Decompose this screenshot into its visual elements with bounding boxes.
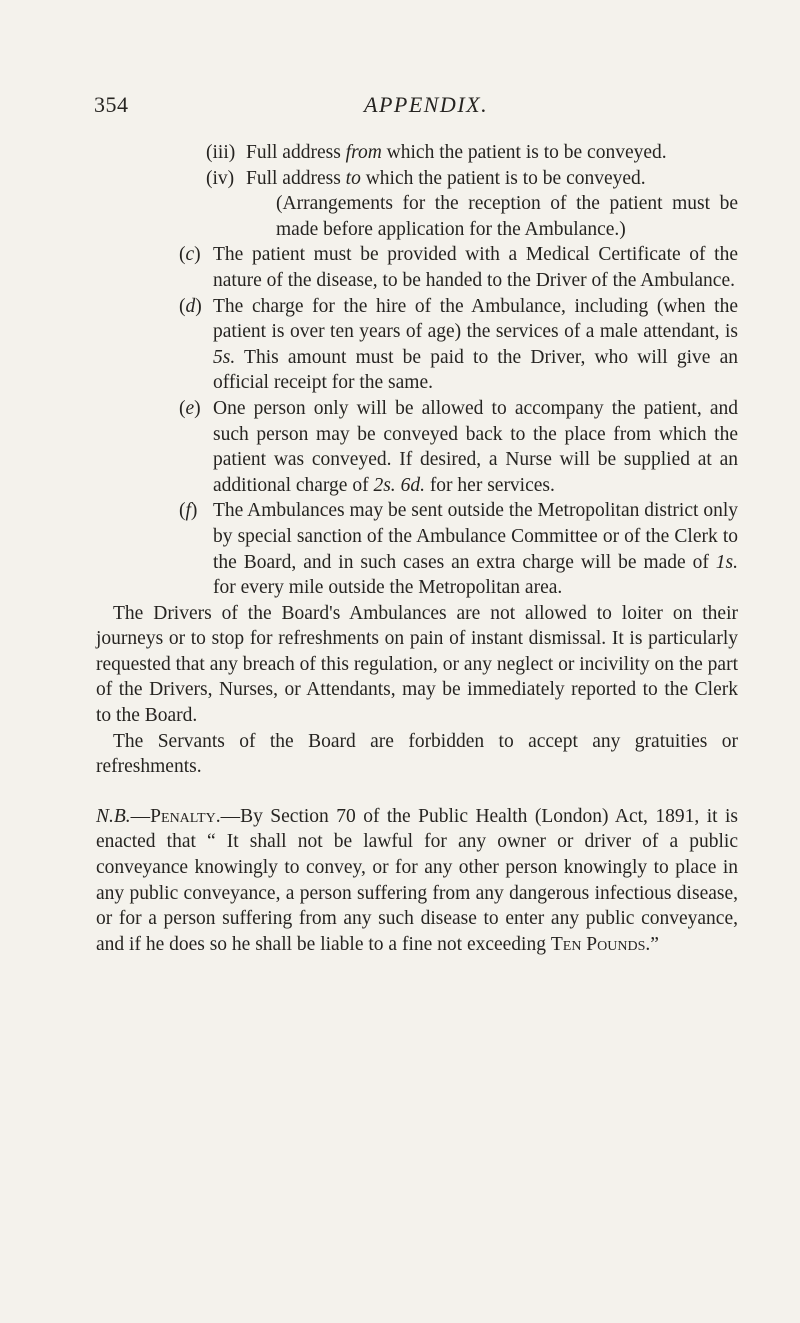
clause-f-text-end: for every mile outside the Metropolitan area. [213, 577, 563, 599]
clause-d [96, 294, 738, 396]
item-iii-text: Full address [246, 142, 346, 163]
item-iii-text-end: which the patient is to be conveyed. [381, 142, 667, 163]
clause-c [96, 242, 738, 293]
item-iii-emphasis: from [345, 142, 382, 163]
clause-e-amount-pence: 6d. [400, 474, 425, 496]
item-iv [96, 166, 738, 243]
drivers-paragraph: The Drivers of the Board's Ambulances are not allowed to loiter on their journeys or to stop for refreshments on pain of instant dismissal. It is particularly requested that any breach of this regulation, or any neglect or incivility on the part of the Drivers, Nurses, or Attendants, may be immediately reported to the Clerk to the Board. [96, 602, 738, 727]
clause-d-text: The charge for the hire of the Ambulance, including (when the patient is over ten years of age) the services of a male attendant, is [213, 295, 738, 343]
item-iv-text-end: which the patient is to be conveyed. [360, 167, 646, 189]
item-iv-text: Full address [246, 167, 346, 189]
clause-e-text: One person only will be allowed to accompany the patient, and such person may be conveyed back to the place from which the patient was conveyed. If desired, a Nurse will be supplied at an additional charge of [213, 397, 738, 496]
clause-d-label: (d) [179, 295, 202, 317]
clause-e-amount-shillings: 2s. [373, 474, 396, 496]
clause-e-label: (e) [179, 397, 201, 419]
clause-d-text-end: This amount must be paid to the Driver, who will give an official receipt for the same. [213, 346, 738, 394]
clause-c-text: The patient must be provided with a Medical Certificate of the nature of the disease, to be handed to the Driver of the Ambulance. [213, 244, 738, 291]
clause-e [96, 396, 738, 498]
clause-f [96, 498, 738, 600]
item-iii [96, 140, 738, 166]
clause-c-label: (c) [179, 244, 201, 266]
item-iii-label: (iii) [206, 142, 236, 163]
page-number: 354 [94, 92, 129, 117]
servants-paragraph: The Servants of the Board are forbidden to accept any gratuities or refreshments. [96, 730, 738, 778]
clause-d-amount: 5s. [213, 346, 236, 368]
clause-f-amount: 1s. [715, 551, 738, 573]
page-body [96, 140, 738, 957]
item-iv-label: (iv) [206, 167, 235, 189]
nb-label: N.B. [96, 805, 131, 827]
clause-f-text: The Ambulances may be sent outside the Metropolitan district only by special sanction of the Ambulance Committee or of the Clerk to the Board, and in such cases an extra charge will be made of [213, 500, 738, 573]
penalty-heading: Penalty. [150, 805, 221, 827]
item-iv-emphasis: to [345, 167, 361, 189]
clause-e-text-end: for her services. [424, 474, 555, 496]
penalty-text: —By Section 70 of the Public Health (London) Act, 1891, it is enacted that “ It shall not be lawful for any owner or driver of a public conveyance knowingly to convey, or for any other person knowingly to place in any public conveyance, a person suffering from any dangerous infectious disease, or for a person suffering from any such disease to enter any public conveyance, and if he does so he shall be liable to a fine not exceeding [96, 805, 738, 955]
page-header [94, 92, 734, 126]
penalty-note: N.B.—Penalty.—By Section 70 of the Public Health (London) Act, 1891, it is enacted that “ It shall not be lawful for any owner or driver of a public conveyance knowingly to convey, or for any other person knowingly to place in any public conveyance, a person suffering from any dangerous infectious disease, or for a person suffering from any such disease to enter any public conveyance, and if he does so he shall be liable to a fine not exceeding Ten Pounds.” [96, 805, 738, 955]
clause-f-label: (f) [179, 500, 198, 522]
fine-amount: Ten Pounds [550, 933, 646, 955]
running-head: APPENDIX. [364, 92, 489, 117]
item-iv-note: (Arrangements for the reception of the patient must be made before application for the Ambulance.) [276, 193, 738, 240]
